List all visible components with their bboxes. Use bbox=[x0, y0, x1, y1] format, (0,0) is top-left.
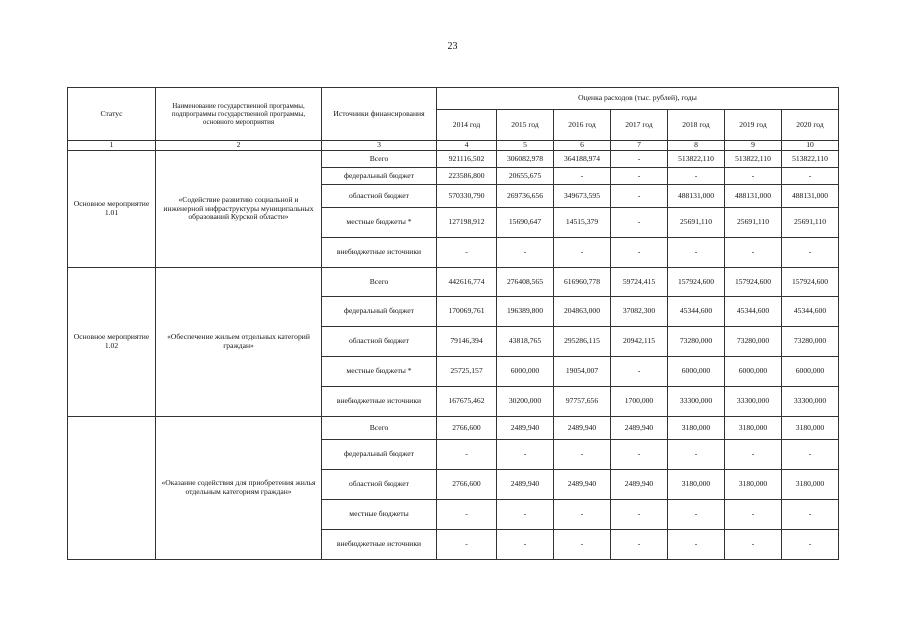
value-cell: - bbox=[611, 185, 668, 208]
value-cell: 276408,565 bbox=[497, 268, 554, 297]
measure-name-cell: «Обеспечение жильем отдельных категорий граждан» bbox=[156, 268, 322, 417]
value-cell: - bbox=[782, 530, 839, 560]
header-name: Наименование государственной программы, подпрограммы государственной программы, основного мероприятия bbox=[156, 88, 322, 141]
value-cell: 79146,394 bbox=[437, 327, 497, 357]
value-cell: 364188,974 bbox=[554, 151, 611, 168]
value-cell: - bbox=[725, 168, 782, 185]
column-number: 6 bbox=[554, 141, 611, 151]
value-cell: 2489,940 bbox=[497, 417, 554, 440]
page-number: 23 bbox=[447, 41, 458, 52]
table-row bbox=[68, 268, 839, 297]
budget-table bbox=[67, 87, 839, 560]
column-number: 9 bbox=[725, 141, 782, 151]
value-cell: - bbox=[782, 500, 839, 530]
header-year: 2018 год bbox=[668, 110, 725, 141]
value-cell: 157924,600 bbox=[782, 268, 839, 297]
funding-source-cell: внебюджетные источники bbox=[322, 387, 437, 417]
column-number: 2 bbox=[156, 141, 322, 151]
value-cell: 2489,940 bbox=[611, 417, 668, 440]
value-cell: - bbox=[437, 440, 497, 470]
value-cell: - bbox=[725, 500, 782, 530]
measure-name-cell: «Содействие развитию социальной и инженерной инфраструктуры муниципальных образований Курской области» bbox=[156, 151, 322, 268]
value-cell: 45344,600 bbox=[668, 297, 725, 327]
funding-source-cell: внебюджетные источники bbox=[322, 530, 437, 560]
value-cell: - bbox=[668, 238, 725, 268]
value-cell: - bbox=[668, 168, 725, 185]
value-cell: 488131,000 bbox=[782, 185, 839, 208]
header-year: 2015 год bbox=[497, 110, 554, 141]
funding-source-cell: Всего bbox=[322, 417, 437, 440]
value-cell: 3180,000 bbox=[668, 417, 725, 440]
status-cell: Основное мероприятие 1.02 bbox=[68, 268, 156, 417]
value-cell: 97757,656 bbox=[554, 387, 611, 417]
value-cell: 2489,940 bbox=[554, 470, 611, 500]
value-cell: 25691,110 bbox=[782, 208, 839, 238]
value-cell: 1700,000 bbox=[611, 387, 668, 417]
value-cell: - bbox=[611, 500, 668, 530]
status-cell: Основное мероприятие 1.01 bbox=[68, 151, 156, 268]
value-cell: - bbox=[611, 238, 668, 268]
value-cell: 73280,000 bbox=[782, 327, 839, 357]
value-cell: - bbox=[725, 440, 782, 470]
value-cell: 442616,774 bbox=[437, 268, 497, 297]
value-cell: - bbox=[668, 530, 725, 560]
funding-source-cell: федеральный бюджет bbox=[322, 168, 437, 185]
value-cell: 616960,778 bbox=[554, 268, 611, 297]
value-cell: 33300,000 bbox=[725, 387, 782, 417]
header-sources: Источники финансирования bbox=[322, 88, 437, 141]
value-cell: 167675,462 bbox=[437, 387, 497, 417]
value-cell: 45344,600 bbox=[782, 297, 839, 327]
value-cell: - bbox=[782, 440, 839, 470]
funding-source-cell: Всего bbox=[322, 268, 437, 297]
value-cell: 2489,940 bbox=[554, 417, 611, 440]
funding-source-cell: местные бюджеты bbox=[322, 500, 437, 530]
value-cell: 6000,000 bbox=[782, 357, 839, 387]
value-cell: 25725,157 bbox=[437, 357, 497, 387]
value-cell: - bbox=[437, 238, 497, 268]
value-cell: 14515,379 bbox=[554, 208, 611, 238]
value-cell: 19054,007 bbox=[554, 357, 611, 387]
value-cell: 43818,765 bbox=[497, 327, 554, 357]
value-cell: 3180,000 bbox=[782, 470, 839, 500]
value-cell: 204863,000 bbox=[554, 297, 611, 327]
funding-source-cell: Всего bbox=[322, 151, 437, 168]
value-cell: 33300,000 bbox=[668, 387, 725, 417]
value-cell: - bbox=[554, 238, 611, 268]
value-cell: 20655,675 bbox=[497, 168, 554, 185]
value-cell: - bbox=[782, 238, 839, 268]
value-cell: - bbox=[497, 530, 554, 560]
column-number: 3 bbox=[322, 141, 437, 151]
value-cell: 306082,978 bbox=[497, 151, 554, 168]
value-cell: 37082,300 bbox=[611, 297, 668, 327]
column-number: 7 bbox=[611, 141, 668, 151]
value-cell: 157924,600 bbox=[668, 268, 725, 297]
value-cell: 3180,000 bbox=[668, 470, 725, 500]
value-cell: 3180,000 bbox=[725, 470, 782, 500]
value-cell: - bbox=[611, 530, 668, 560]
value-cell: 25691,110 bbox=[725, 208, 782, 238]
value-cell: - bbox=[497, 500, 554, 530]
value-cell: 3180,000 bbox=[725, 417, 782, 440]
column-number-row bbox=[68, 141, 839, 151]
value-cell: 45344,600 bbox=[725, 297, 782, 327]
value-cell: 6000,000 bbox=[668, 357, 725, 387]
column-number: 10 bbox=[782, 141, 839, 151]
value-cell: 6000,000 bbox=[497, 357, 554, 387]
value-cell: 513822,110 bbox=[782, 151, 839, 168]
value-cell: - bbox=[497, 440, 554, 470]
status-cell bbox=[68, 417, 156, 560]
value-cell: - bbox=[611, 208, 668, 238]
value-cell: - bbox=[497, 238, 554, 268]
value-cell: 25691,110 bbox=[668, 208, 725, 238]
value-cell: - bbox=[554, 530, 611, 560]
value-cell: - bbox=[554, 168, 611, 185]
value-cell: 513822,110 bbox=[725, 151, 782, 168]
value-cell: 196389,800 bbox=[497, 297, 554, 327]
funding-source-cell: областной бюджет bbox=[322, 470, 437, 500]
value-cell: 127198,912 bbox=[437, 208, 497, 238]
value-cell: 570330,790 bbox=[437, 185, 497, 208]
funding-source-cell: областной бюджет bbox=[322, 327, 437, 357]
value-cell: 2766,600 bbox=[437, 417, 497, 440]
header-year: 2017 год bbox=[611, 110, 668, 141]
measure-name-cell: «Оказание содействия для приобретения жилья отдельным категориям граждан» bbox=[156, 417, 322, 560]
value-cell: 349673,595 bbox=[554, 185, 611, 208]
header-year: 2014 год bbox=[437, 110, 497, 141]
value-cell: 59724,415 bbox=[611, 268, 668, 297]
value-cell: - bbox=[668, 440, 725, 470]
value-cell: 30200,000 bbox=[497, 387, 554, 417]
header-estimate: Оценка расходов (тыс. рублей), годы bbox=[437, 88, 839, 110]
value-cell: 20942,115 bbox=[611, 327, 668, 357]
column-number: 8 bbox=[668, 141, 725, 151]
column-number: 1 bbox=[68, 141, 156, 151]
value-cell: 513822,110 bbox=[668, 151, 725, 168]
value-cell: 15690,647 bbox=[497, 208, 554, 238]
table-row bbox=[68, 151, 839, 168]
value-cell: - bbox=[554, 500, 611, 530]
value-cell: 3180,000 bbox=[782, 417, 839, 440]
value-cell: - bbox=[611, 151, 668, 168]
value-cell: - bbox=[437, 530, 497, 560]
funding-source-cell: федеральный бюджет bbox=[322, 440, 437, 470]
value-cell: - bbox=[668, 500, 725, 530]
value-cell: 2489,940 bbox=[497, 470, 554, 500]
value-cell: 170069,761 bbox=[437, 297, 497, 327]
value-cell: 2766,600 bbox=[437, 470, 497, 500]
funding-source-cell: областной бюджет bbox=[322, 185, 437, 208]
value-cell: 269736,656 bbox=[497, 185, 554, 208]
value-cell: - bbox=[611, 168, 668, 185]
value-cell: - bbox=[611, 440, 668, 470]
header-year: 2019 год bbox=[725, 110, 782, 141]
funding-source-cell: местные бюджеты * bbox=[322, 208, 437, 238]
value-cell: 223586,800 bbox=[437, 168, 497, 185]
value-cell: - bbox=[437, 500, 497, 530]
value-cell: 2489,940 bbox=[611, 470, 668, 500]
column-number: 4 bbox=[437, 141, 497, 151]
value-cell: - bbox=[611, 357, 668, 387]
header-year: 2020 год bbox=[782, 110, 839, 141]
header-status: Статус bbox=[68, 88, 156, 141]
value-cell: 157924,600 bbox=[725, 268, 782, 297]
value-cell: 488131,000 bbox=[725, 185, 782, 208]
value-cell: 921116,502 bbox=[437, 151, 497, 168]
header-year: 2016 год bbox=[554, 110, 611, 141]
value-cell: 488131,000 bbox=[668, 185, 725, 208]
value-cell: - bbox=[554, 440, 611, 470]
value-cell: 73280,000 bbox=[725, 327, 782, 357]
column-number: 5 bbox=[497, 141, 554, 151]
funding-source-cell: местные бюджеты * bbox=[322, 357, 437, 387]
value-cell: 33300,000 bbox=[782, 387, 839, 417]
table-row bbox=[68, 417, 839, 440]
value-cell: - bbox=[725, 530, 782, 560]
value-cell: 73280,000 bbox=[668, 327, 725, 357]
value-cell: - bbox=[782, 168, 839, 185]
value-cell: 6000,000 bbox=[725, 357, 782, 387]
funding-source-cell: внебюджетные источники bbox=[322, 238, 437, 268]
funding-source-cell: федеральный бюджет bbox=[322, 297, 437, 327]
value-cell: - bbox=[725, 238, 782, 268]
value-cell: 295286,115 bbox=[554, 327, 611, 357]
